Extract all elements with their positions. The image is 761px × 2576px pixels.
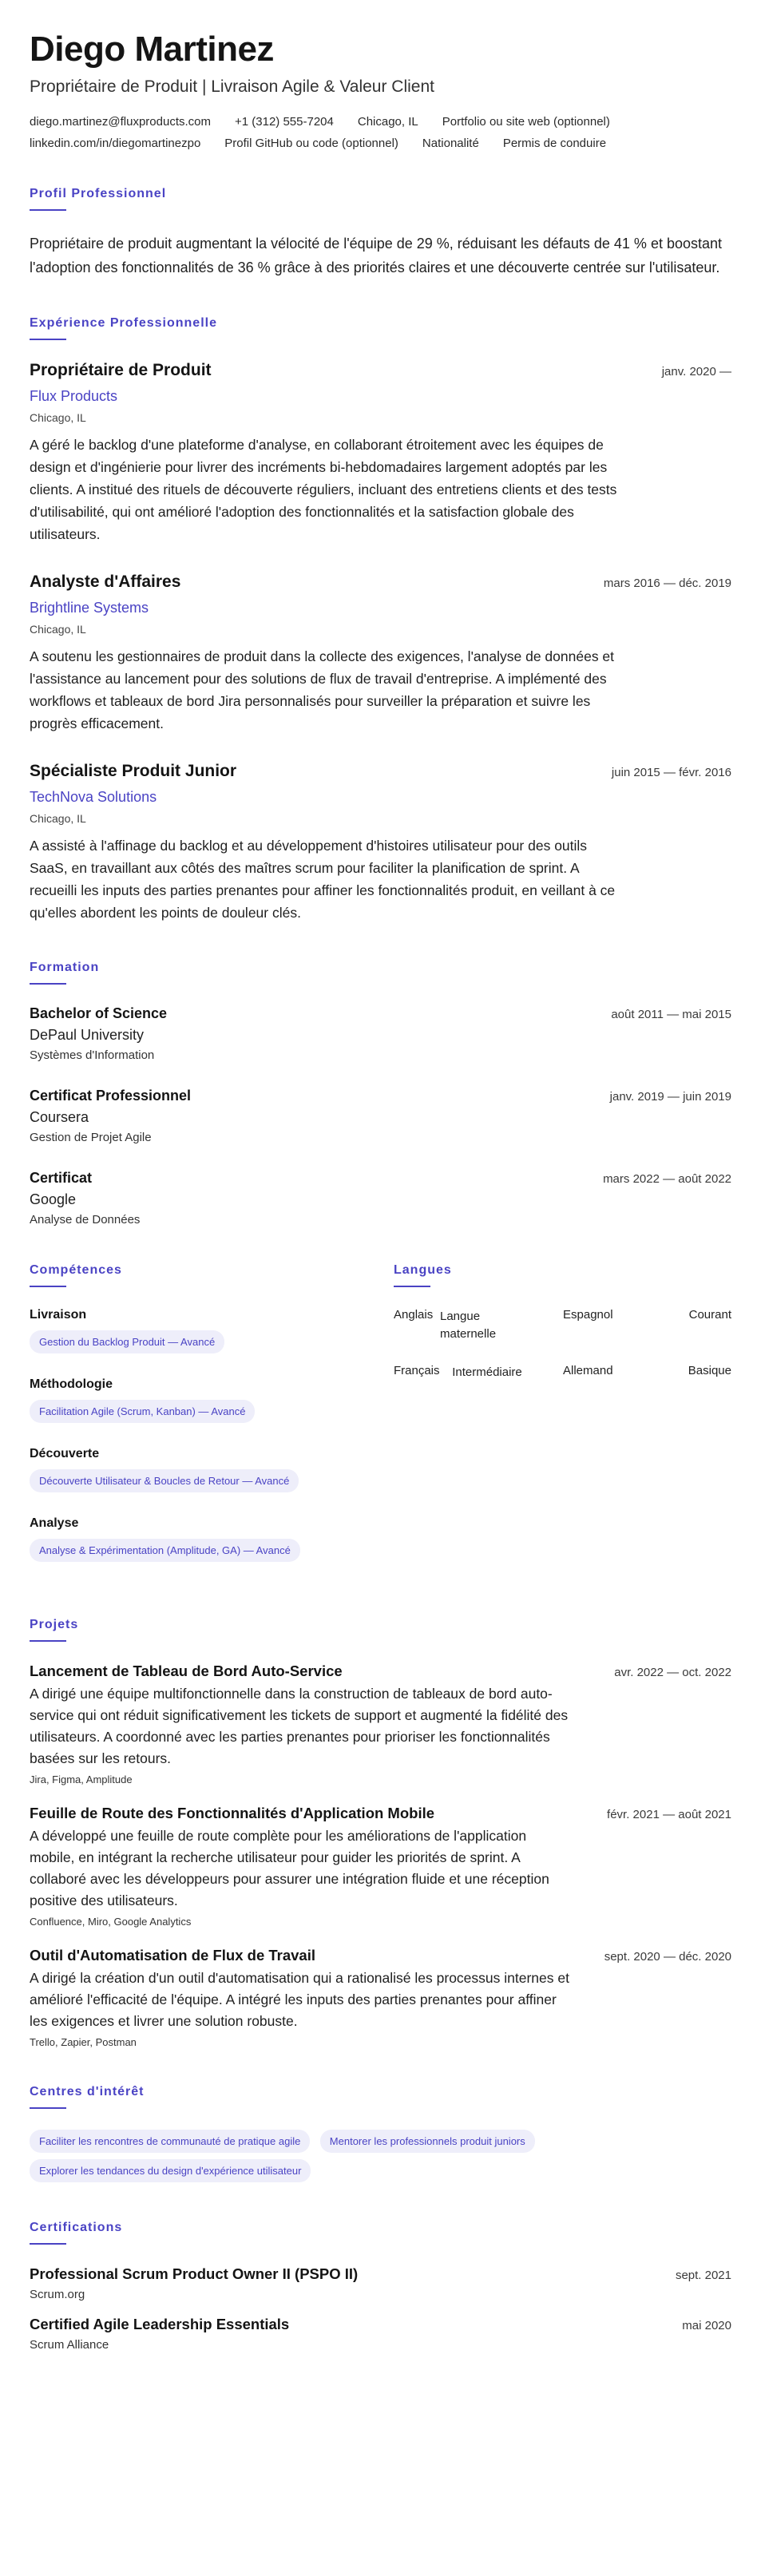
job-title: Analyste d'Affaires xyxy=(30,573,181,591)
candidate-name: Diego Martinez xyxy=(30,30,274,69)
contact-location: Chicago, IL xyxy=(357,115,418,129)
skill-category: Méthodologie xyxy=(30,1377,113,1391)
job-entry xyxy=(30,573,731,735)
project-description: A développé une feuille de route complète pour les améliorations de l'application mobile, en intégrant la recherche utilisateur pour guider les priorités de sprint. A collaboré avec les développeurs pour assurer une intégration fluide et une réception positive des utilisateurs. xyxy=(30,1828,549,1908)
education-entry xyxy=(30,1170,731,1227)
cert-title: Certified Agile Leadership Essentials xyxy=(30,2316,290,2332)
section-title: Formation xyxy=(30,961,100,974)
language-level: Basique xyxy=(688,1364,731,1377)
project-date: sept. 2020 — déc. 2020 xyxy=(604,1950,731,1964)
language-row xyxy=(394,1308,731,1343)
interest-chip-list xyxy=(30,2130,731,2189)
education-section xyxy=(30,961,731,1227)
job-description: A géré le backlog d'une plateforme d'analyse, en collaborant étroitement avec les équipes de design et d'ingénierie pour livrer des incréments bi-hebdomadaires largement adoptés par les clients. A institué des rituels de découverte réguliers, incluant des entretiens clients et des tests d'utilisabilité, qui ont amélioré l'adoption des fonctionnalités et la satisfaction globale des utilisateurs. xyxy=(30,437,617,542)
interest-chip: Faciliter les rencontres de communauté de pratique agile xyxy=(30,2130,310,2153)
section-divider xyxy=(30,209,66,211)
job-company: Brightline Systems xyxy=(30,600,149,616)
section-title: Langues xyxy=(394,1263,452,1277)
contact-linkedin[interactable]: linkedin.com/in/diegomartinezpo xyxy=(30,137,201,150)
project-tools: Confluence, Miro, Google Analytics xyxy=(30,1916,192,1928)
summary-text: Propriétaire de produit augmentant la vélocité de l'équipe de 29 %, réduisant les défauts de 41 % et boostant l'adoption des fonctionnalités de 36 % grâce à des priorités claires et une découverte centrée sur l'utilisateur. xyxy=(30,236,723,275)
contact-license: Permis de conduire xyxy=(502,137,607,150)
project-entry xyxy=(30,1947,731,2048)
project-title: Lancement de Tableau de Bord Auto-Service xyxy=(30,1663,343,1679)
skill-group xyxy=(30,1377,394,1429)
section-divider xyxy=(30,1640,66,1642)
section-divider xyxy=(30,983,66,985)
skill-category: Découverte xyxy=(30,1447,100,1460)
project-date: avr. 2022 — oct. 2022 xyxy=(614,1666,731,1679)
edu-degree: Bachelor of Science xyxy=(30,1005,168,1021)
project-description: A dirigé une équipe multifonctionnelle dans la construction de tableaux de bord auto-service qui ont réduit significativement les tickets de support et augmenté la fidélité des utilisateurs. A coordonné avec les parties prenantes pour prioriser les fonctionnalités basées sur les retours. xyxy=(30,1686,569,1766)
job-company: TechNova Solutions xyxy=(30,789,157,805)
language-level: Intermédiaire xyxy=(452,1365,522,1379)
project-tools: Trello, Zapier, Postman xyxy=(30,2036,137,2048)
edu-field: Analyse de Données xyxy=(30,1213,141,1227)
cert-date: sept. 2021 xyxy=(675,2269,731,2282)
cert-title: Professional Scrum Product Owner II (PSPO II) xyxy=(30,2265,359,2282)
cert-date: mai 2020 xyxy=(682,2319,731,2332)
edu-date: janv. 2019 — juin 2019 xyxy=(609,1090,731,1104)
resume-header xyxy=(30,30,731,150)
edu-school: Google xyxy=(30,1191,77,1207)
job-title: Propriétaire de Produit xyxy=(30,361,212,379)
job-entry xyxy=(30,762,731,924)
section-divider xyxy=(30,2107,66,2109)
skills-languages-row xyxy=(30,1263,731,1586)
skill-group xyxy=(30,1447,394,1499)
skills-section xyxy=(30,1263,394,1586)
section-divider xyxy=(30,1286,66,1287)
section-divider xyxy=(394,1286,430,1287)
skill-chip: Analyse & Expérimentation (Amplitude, GA) — Avancé xyxy=(30,1539,300,1562)
job-title: Spécialiste Produit Junior xyxy=(30,762,237,780)
skill-category: Livraison xyxy=(30,1308,87,1322)
section-title: Profil Professionnel xyxy=(30,187,167,200)
certification-entry xyxy=(30,2265,731,2301)
language-row xyxy=(394,1364,731,1381)
skill-group xyxy=(30,1308,394,1360)
edu-date: août 2011 — mai 2015 xyxy=(611,1008,731,1021)
language-name: Espagnol xyxy=(563,1308,613,1322)
language-name: Français xyxy=(394,1364,440,1377)
candidate-headline: Propriétaire de Produit | Livraison Agile & Valeur Client xyxy=(30,77,434,96)
job-description: A assisté à l'affinage du backlog et au développement d'histoires utilisateur pour des outils SaaS, en travaillant aux côtés des maîtres scrum pour faciliter la planification de sprint. A recueilli les inputs des parties prenantes pour affiner les fonctionnalités produit, en veillant à ce qu'elles abordent les points de douleur clés. xyxy=(30,838,616,921)
cert-issuer: Scrum Alliance xyxy=(30,2338,109,2352)
skill-chip: Découverte Utilisateur & Boucles de Retour — Avancé xyxy=(30,1469,299,1492)
job-company: Flux Products xyxy=(30,388,118,404)
project-tools: Jira, Figma, Amplitude xyxy=(30,1773,133,1785)
contact-github[interactable]: Profil GitHub ou code (optionnel) xyxy=(224,137,398,150)
edu-field: Systèmes d'Information xyxy=(30,1048,155,1062)
interest-chip: Explorer les tendances du design d'expérience utilisateur xyxy=(30,2159,311,2182)
language-name: Anglais xyxy=(394,1308,434,1322)
edu-school: DePaul University xyxy=(30,1027,145,1043)
job-date: mars 2016 — déc. 2019 xyxy=(603,577,731,590)
language-level: Langue maternelle xyxy=(440,1310,497,1341)
job-date: juin 2015 — févr. 2016 xyxy=(611,766,731,779)
edu-field: Gestion de Projet Agile xyxy=(30,1131,152,1144)
project-date: févr. 2021 — août 2021 xyxy=(607,1808,731,1821)
skill-group xyxy=(30,1516,394,1568)
edu-degree: Certificat Professionnel xyxy=(30,1088,192,1104)
job-description: A soutenu les gestionnaires de produit dans la collecte des exigences, l'analyse de données et l'assistance au lancement pour des solutions de flux de travail d'entreprise. A implémenté des workflows et tableaux de bord Jira personnalisés pour surveiller la préparation et suivre les progrès efficacement. xyxy=(30,648,615,731)
edu-school: Coursera xyxy=(30,1109,89,1125)
certification-entry xyxy=(30,2316,731,2352)
project-title: Outil d'Automatisation de Flux de Travail xyxy=(30,1947,316,1964)
edu-degree: Certificat xyxy=(30,1170,93,1186)
skill-chip: Facilitation Agile (Scrum, Kanban) — Avancé xyxy=(30,1400,255,1423)
section-divider xyxy=(30,2243,66,2245)
cert-issuer: Scrum.org xyxy=(30,2288,85,2301)
project-description: A dirigé la création d'un outil d'automatisation qui a rationalisé les processus internes et amélioré l'efficacité de l'équipe. A intégré les inputs des parties prenantes pour affiner les exigences et livrer une solution robuste. xyxy=(30,1970,569,2029)
certifications-section xyxy=(30,2221,731,2352)
section-divider xyxy=(30,339,66,340)
contact-list xyxy=(30,115,724,150)
job-location: Chicago, IL xyxy=(30,623,86,636)
contact-phone[interactable]: +1 (312) 555-7204 xyxy=(235,115,334,129)
language-level: Courant xyxy=(688,1308,731,1322)
experience-section xyxy=(30,316,731,924)
project-entry xyxy=(30,1663,731,1785)
education-entry xyxy=(30,1088,731,1144)
education-entry xyxy=(30,1005,731,1062)
job-date: janv. 2020 — xyxy=(661,365,731,378)
contact-email[interactable]: diego.martinez@fluxproducts.com xyxy=(30,115,211,129)
interests-section xyxy=(30,2085,731,2189)
projects-section xyxy=(30,1618,731,2048)
section-title: Projets xyxy=(30,1618,79,1631)
languages-section xyxy=(394,1263,731,1586)
job-location: Chicago, IL xyxy=(30,812,86,825)
edu-date: mars 2022 — août 2022 xyxy=(603,1172,731,1186)
section-title: Expérience Professionnelle xyxy=(30,316,217,330)
summary-section xyxy=(30,187,731,279)
language-name: Allemand xyxy=(563,1364,613,1377)
contact-portfolio[interactable]: Portfolio ou site web (optionnel) xyxy=(442,115,610,129)
skill-chip: Gestion du Backlog Produit — Avancé xyxy=(30,1330,224,1353)
contact-nationality: Nationalité xyxy=(422,137,479,150)
project-entry xyxy=(30,1805,731,1928)
job-entry xyxy=(30,361,731,545)
skill-category: Analyse xyxy=(30,1516,79,1530)
section-title: Certifications xyxy=(30,2221,123,2234)
job-location: Chicago, IL xyxy=(30,411,86,424)
interest-chip: Mentorer les professionnels produit juniors xyxy=(320,2130,535,2153)
section-title: Centres d'intérêt xyxy=(30,2085,145,2098)
section-title: Compétences xyxy=(30,1263,122,1277)
project-title: Feuille de Route des Fonctionnalités d'Application Mobile xyxy=(30,1805,435,1821)
